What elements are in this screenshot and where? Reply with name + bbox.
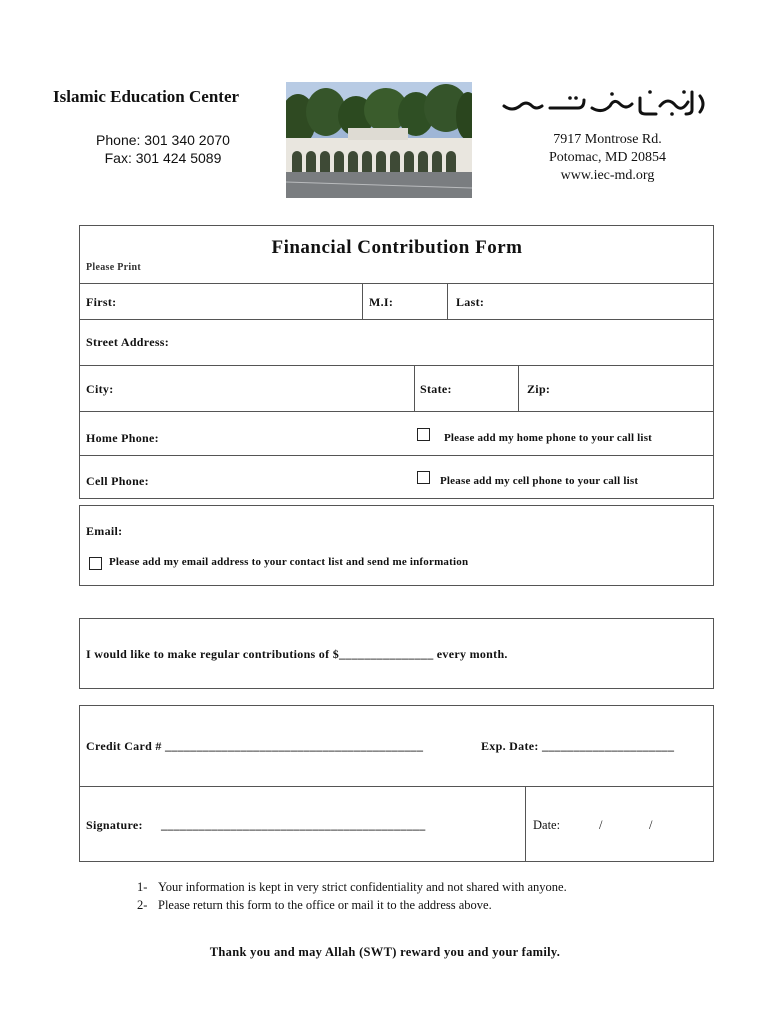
first-name-field[interactable]: First: [86,295,117,309]
divider [79,455,714,456]
home-phone-checkbox[interactable] [417,428,430,441]
credit-card-field[interactable]: Credit Card # _________________________________________ [86,739,424,753]
date-separator: / [599,818,603,832]
note-text: Your information is kept in very strict confidentiality and not shared with anyone. [158,880,567,894]
org-name: Islamic Education Center [53,87,240,106]
address-line1: 7917 Montrose Rd. [553,132,662,147]
middle-initial-field[interactable]: M.I: [369,295,394,309]
divider [518,365,519,411]
note-text: Please return this form to the office or mail it to the address above. [158,898,492,912]
org-contact [93,131,233,167]
divider [79,786,714,787]
divider [79,365,714,366]
org-phone: Phone: 301 340 2070 [96,132,230,148]
org-fax: Fax: 301 424 5089 [104,150,222,166]
divider [79,283,714,284]
divider [414,365,415,411]
thank-you-message: Thank you and may Allah (SWT) reward you and your family. [209,945,561,959]
cell-phone-field[interactable]: Cell Phone: [86,474,149,488]
contact-info-box [79,225,714,499]
signature-line[interactable]: __________________________________________ [161,818,426,832]
arabic-logo [500,84,710,120]
state-field[interactable]: State: [420,382,452,396]
exp-date-field[interactable]: Exp. Date: _____________________ [481,739,675,753]
org-address [520,131,695,185]
street-address-field[interactable]: Street Address: [86,335,170,349]
email-box [79,505,714,586]
divider [447,283,448,319]
signature-label: Signature: [86,818,143,832]
cell-phone-checkbox[interactable] [417,471,430,484]
divider [525,786,526,862]
divider [79,411,714,412]
website-link[interactable]: www.iec-md.org [560,168,655,183]
please-print-note: Please Print [86,262,141,273]
divider [362,283,363,319]
divider [79,319,714,320]
email-checkbox-label: Please add my email address to your contact list and send me information [109,556,469,568]
email-field[interactable]: Email: [86,524,123,538]
last-name-field[interactable]: Last: [456,295,485,309]
date-field[interactable]: Date: [533,818,561,832]
note-number: 1- [137,880,148,894]
date-separator: / [649,818,653,832]
cell-phone-checkbox-label: Please add my cell phone to your call list [440,475,639,487]
city-field[interactable]: City: [86,382,114,396]
home-phone-checkbox-label: Please add my home phone to your call list [444,432,653,444]
building-photo [286,82,472,198]
address-line2: Potomac, MD 20854 [548,150,667,165]
home-phone-field[interactable]: Home Phone: [86,431,159,445]
zip-field[interactable]: Zip: [527,382,551,396]
form-title: Financial Contribution Form [271,237,523,258]
email-checkbox[interactable] [89,557,102,570]
payment-box [79,705,714,862]
note-number: 2- [137,898,148,912]
monthly-contribution-field[interactable]: I would like to make regular contributions of $_______________ every month. [86,647,508,661]
